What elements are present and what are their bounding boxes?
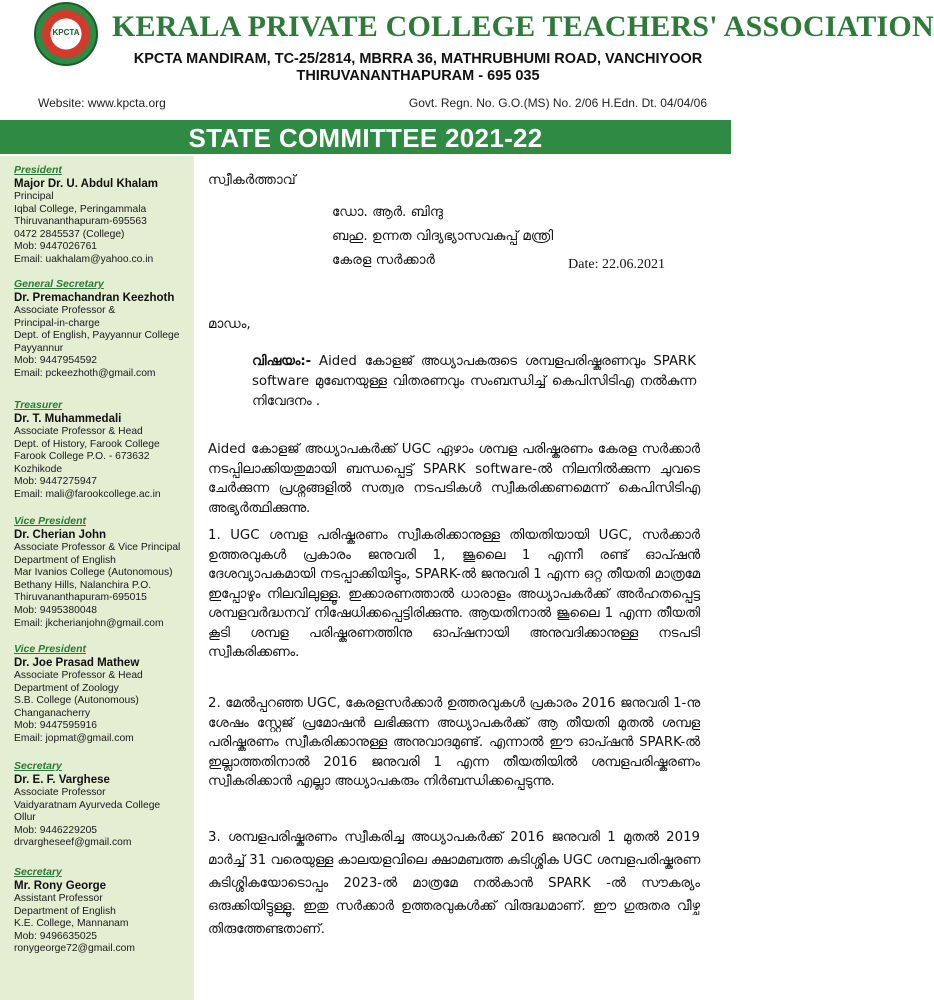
member-email: ronygeorge72@gmail.com	[14, 943, 135, 955]
member-role: Secretary	[14, 760, 62, 772]
recipient-line: ഡോ. ആർ. ബിന്ദു	[332, 204, 443, 220]
member-detail: Dept. of English, Payyannur College	[14, 330, 180, 342]
member-name: Dr. Joe Prasad Mathew	[14, 657, 140, 669]
member-detail: Farook College P.O. - 673632	[14, 451, 150, 463]
member-detail: Mob: 9447275947	[14, 476, 98, 488]
member-detail: Mar Ivanios College (Autonomous)	[14, 567, 173, 579]
member-name: Dr. Cherian John	[14, 529, 107, 541]
member-vice-president-2	[14, 643, 192, 746]
member-name: Dr. Premachandran Keezhoth	[14, 292, 175, 304]
member-detail: Ollur	[14, 812, 36, 824]
member-detail: Payyannur	[14, 342, 64, 354]
member-vice-president-1	[14, 515, 192, 630]
member-name: Mr. Rony George	[14, 880, 107, 892]
recipient-line: ബഹു. ഉന്നത വിദ്യഭ്യാസവകുപ്പ് മന്ത്രി	[332, 228, 554, 244]
member-detail: Associate Professor & Head	[14, 426, 143, 437]
member-detail: Principal-in-charge	[14, 317, 100, 329]
member-email: Email: pckeezhoth@gmail.com	[14, 367, 156, 379]
subject-line	[252, 352, 696, 412]
member-secretary-1	[14, 760, 192, 850]
committee-title: STATE COMMITTEE 2021-22	[188, 123, 543, 153]
member-detail: Mob: 9496635025	[14, 930, 98, 942]
member-role: President	[14, 164, 62, 176]
member-detail: Associate Professor & Head	[14, 670, 143, 681]
recipient-block	[332, 200, 553, 272]
member-detail: Department of Zoology	[14, 682, 119, 694]
member-email: Email: jkcherianjohn@gmail.com	[14, 617, 164, 629]
paragraph-2: 2. മേൽപ്പറഞ്ഞ UGC, കേരളസർക്കാർ ഉത്തരവുകൾ പ്രകാരം 2016 ജനുവരി 1-നു ശേഷം സ്റ്റേജ് പ്രമോഷൻ ലഭിക്കുന്ന അധ്യാപകർക്ക് ആ തീയതി മുതൽ ശമ്പള പരിഷ്കരണം സ്വീകരിക്കാനുള്ള അനുവാദമുണ്ട്. എന്നാൽ ഈ ഓപ്ഷൻ SPARK-ൽ ഇല്ലാത്തതിനാൽ 2016 ജനുവരി 1 എന്ന തീയതിയിൽ ശമ്പളപരിഷ്കരണം സ്വീകരിക്കാൻ എല്ലാ അധ്യാപകരും നിർബന്ധിക്കപ്പെടുന്നു.	[208, 696, 700, 789]
registration-text: Govt. Regn. No. G.O.(MS) No. 2/06 H.Edn. Dt. 04/04/06	[408, 96, 707, 110]
recipient-line: കേരള സർക്കാർ	[332, 252, 435, 268]
member-role: Vice President	[14, 643, 86, 655]
member-general-secretary	[14, 278, 192, 381]
member-detail: Mob: 9447026761	[14, 241, 98, 253]
member-detail: Kozhikode	[14, 463, 63, 475]
member-detail: Vaidyaratnam Ayurveda College	[14, 799, 161, 811]
member-role: General Secretary	[14, 278, 104, 290]
committee-sidebar	[0, 156, 194, 1000]
organization-name: KERALA PRIVATE COLLEGE TEACHERS' ASSOCIATION	[112, 10, 934, 43]
logo-text: KPCTA	[52, 28, 80, 37]
kpcta-logo	[34, 2, 98, 66]
member-detail: Assistant Professor	[14, 893, 103, 904]
member-detail: Associate Professor & Vice Principal	[14, 542, 181, 553]
member-detail: Thiruvananthapuram-695563	[14, 216, 147, 228]
member-detail: Changanacherry	[14, 707, 91, 719]
member-secretary-2	[14, 866, 192, 956]
greeting: മാഡം,	[208, 316, 251, 332]
member-detail: Department of English	[14, 905, 116, 917]
letter-date: Date: 22.06.2021	[568, 257, 665, 272]
member-detail: Mob: 9447954592	[14, 355, 98, 367]
member-role: Secretary	[14, 866, 62, 878]
letterhead	[0, 0, 934, 120]
member-detail: Bethany Hills, Nalanchira P.O.	[14, 579, 152, 591]
member-detail: S.B. College (Autonomous)	[14, 695, 139, 707]
member-email: drvargheseef@gmail.com	[14, 837, 132, 849]
member-detail: Dept. of History, Farook College	[14, 438, 160, 450]
subject-label: വിഷയം:-	[252, 354, 312, 369]
member-name: Dr. E. F. Varghese	[14, 774, 110, 786]
address-block	[118, 51, 718, 85]
intro-paragraph: Aided കോളജ് അധ്യാപകർക്ക് UGC ഏഴാം ശമ്പള പരിഷ്കരണം കേരള സർക്കാർ നടപ്പിലാക്കിയതുമായി ബന്ധപ്പെട്ട് SPARK software-ൽ നിലനിൽക്കുന്ന ചുവടെ ചേർക്കുന്ന പ്രശ്നങ്ങളിൽ സത്വര നടപടികൾ സ്വീകരിക്കണമെന്ന് കെപിസിടിഎ അഭ്യർത്ഥിക്കുന്നു.	[208, 442, 700, 516]
member-detail: Associate Professor	[14, 787, 106, 798]
member-email: Email: mali@farookcollege.ac.in	[14, 488, 161, 500]
member-detail: 0472 2845537 (College)	[14, 228, 125, 240]
member-name: Dr. T. Muhammedali	[14, 413, 122, 425]
address-line-2: THIRUVANANTHAPURAM - 695 035	[296, 68, 540, 84]
member-email: Email: uakhalam@yahoo.co.in	[14, 253, 154, 265]
member-role: Vice President	[14, 515, 86, 527]
member-name: Major Dr. U. Abdul Khalam	[14, 178, 158, 190]
paragraph-3: 3. ശമ്പളപരിഷ്കരണം സ്വീകരിച്ച അധ്യാപകർക്ക് 2016 ജനുവരി 1 മുതൽ 2019 മാർച്ച് 31 വരെയുള്ള കാലയളവിലെ ക്ഷാമബത്ത കുടിശ്ശിക UGC ശമ്പളപരിഷ്കരണ കുടിശ്ശികയോടൊപ്പം 2023-ൽ മാത്രമേ നൽകാൻ SPARK -ൽ സൗകര്യം ഒരുക്കിയിട്ടുള്ളൂ. ഇതു സർക്കാർ ഉത്തരവുകൾക്ക് വിരുദ്ധമാണ്. ഈ ഗുരുതര വീഴ്ച തിരുത്തേണ്ടതാണ്.	[208, 830, 700, 937]
website-text: Website: www.kpcta.org	[38, 96, 166, 110]
member-email: Email: jopmat@gmail.com	[14, 732, 134, 744]
member-detail: Mob: 9495380048	[14, 604, 98, 616]
member-detail: Department of English	[14, 554, 116, 566]
paragraph-1: 1. UGC ശമ്പള പരിഷ്കരണം സ്വീകരിക്കാനുള്ള തിയതിയായി UGC, സർക്കാർ ഉത്തരവുകൾ പ്രകാരം ജനുവരി 1, ജൂലൈ 1 എന്നീ രണ്ട് ഓപ്ഷൻ ദേശവ്യാപകമായി നടപ്പാക്കിയിട്ടും, SPARK-ൽ ജനുവരി 1 എന്ന ഒറ്റ തീയതി മാത്രമേ ഇപ്പോഴും നിലവിലുള്ളൂ. ഇക്കാരണത്താൽ ധാരാളം അധ്യാപകർക്ക് അർഹതപ്പെട്ട ശമ്പളവർദ്ധനവ് നിഷേധിക്കപ്പെട്ടിരിക്കുന്നു. ആയതിനാൽ ജൂലൈ 1 എന്ന തീയതി കൂടി ശമ്പള പരിഷ്കരണത്തിനു ഓപ്ഷനായി അനുവദിക്കാനുള്ള നടപടി സ്വീകരിക്കണം.	[208, 528, 700, 660]
address-line-1: KPCTA MANDIRAM, TC-25/2814, MBRRA 36, MATHRUBHUMI ROAD, VANCHIYOOR	[133, 51, 703, 67]
addressee-label: സ്വീകർത്താവ്	[208, 172, 296, 188]
member-detail: Principal	[14, 191, 54, 202]
member-detail: Associate Professor &	[14, 305, 116, 316]
member-detail: Iqbal College, Peringammala	[14, 203, 147, 215]
subject-text: Aided കോളജ് അധ്യാപകരുടെ ശമ്പളപരിഷ്കരണവും SPARK software മുഖേനയുള്ള വിതരണവും സംബന്ധിച്ച് കെപിസിടിഎ നൽകുന്ന നിവേദനം .	[252, 354, 696, 409]
member-role: Treasurer	[14, 399, 63, 411]
member-detail: Mob: 9446229205	[14, 824, 98, 836]
member-president	[14, 164, 192, 267]
member-detail: K.E. College, Mannanam	[14, 918, 129, 930]
member-detail: Mob: 9447595916	[14, 720, 98, 732]
letter-body	[200, 156, 731, 1000]
member-treasurer	[14, 399, 192, 502]
member-detail: Thiruvananthapuram-695015	[14, 592, 147, 604]
